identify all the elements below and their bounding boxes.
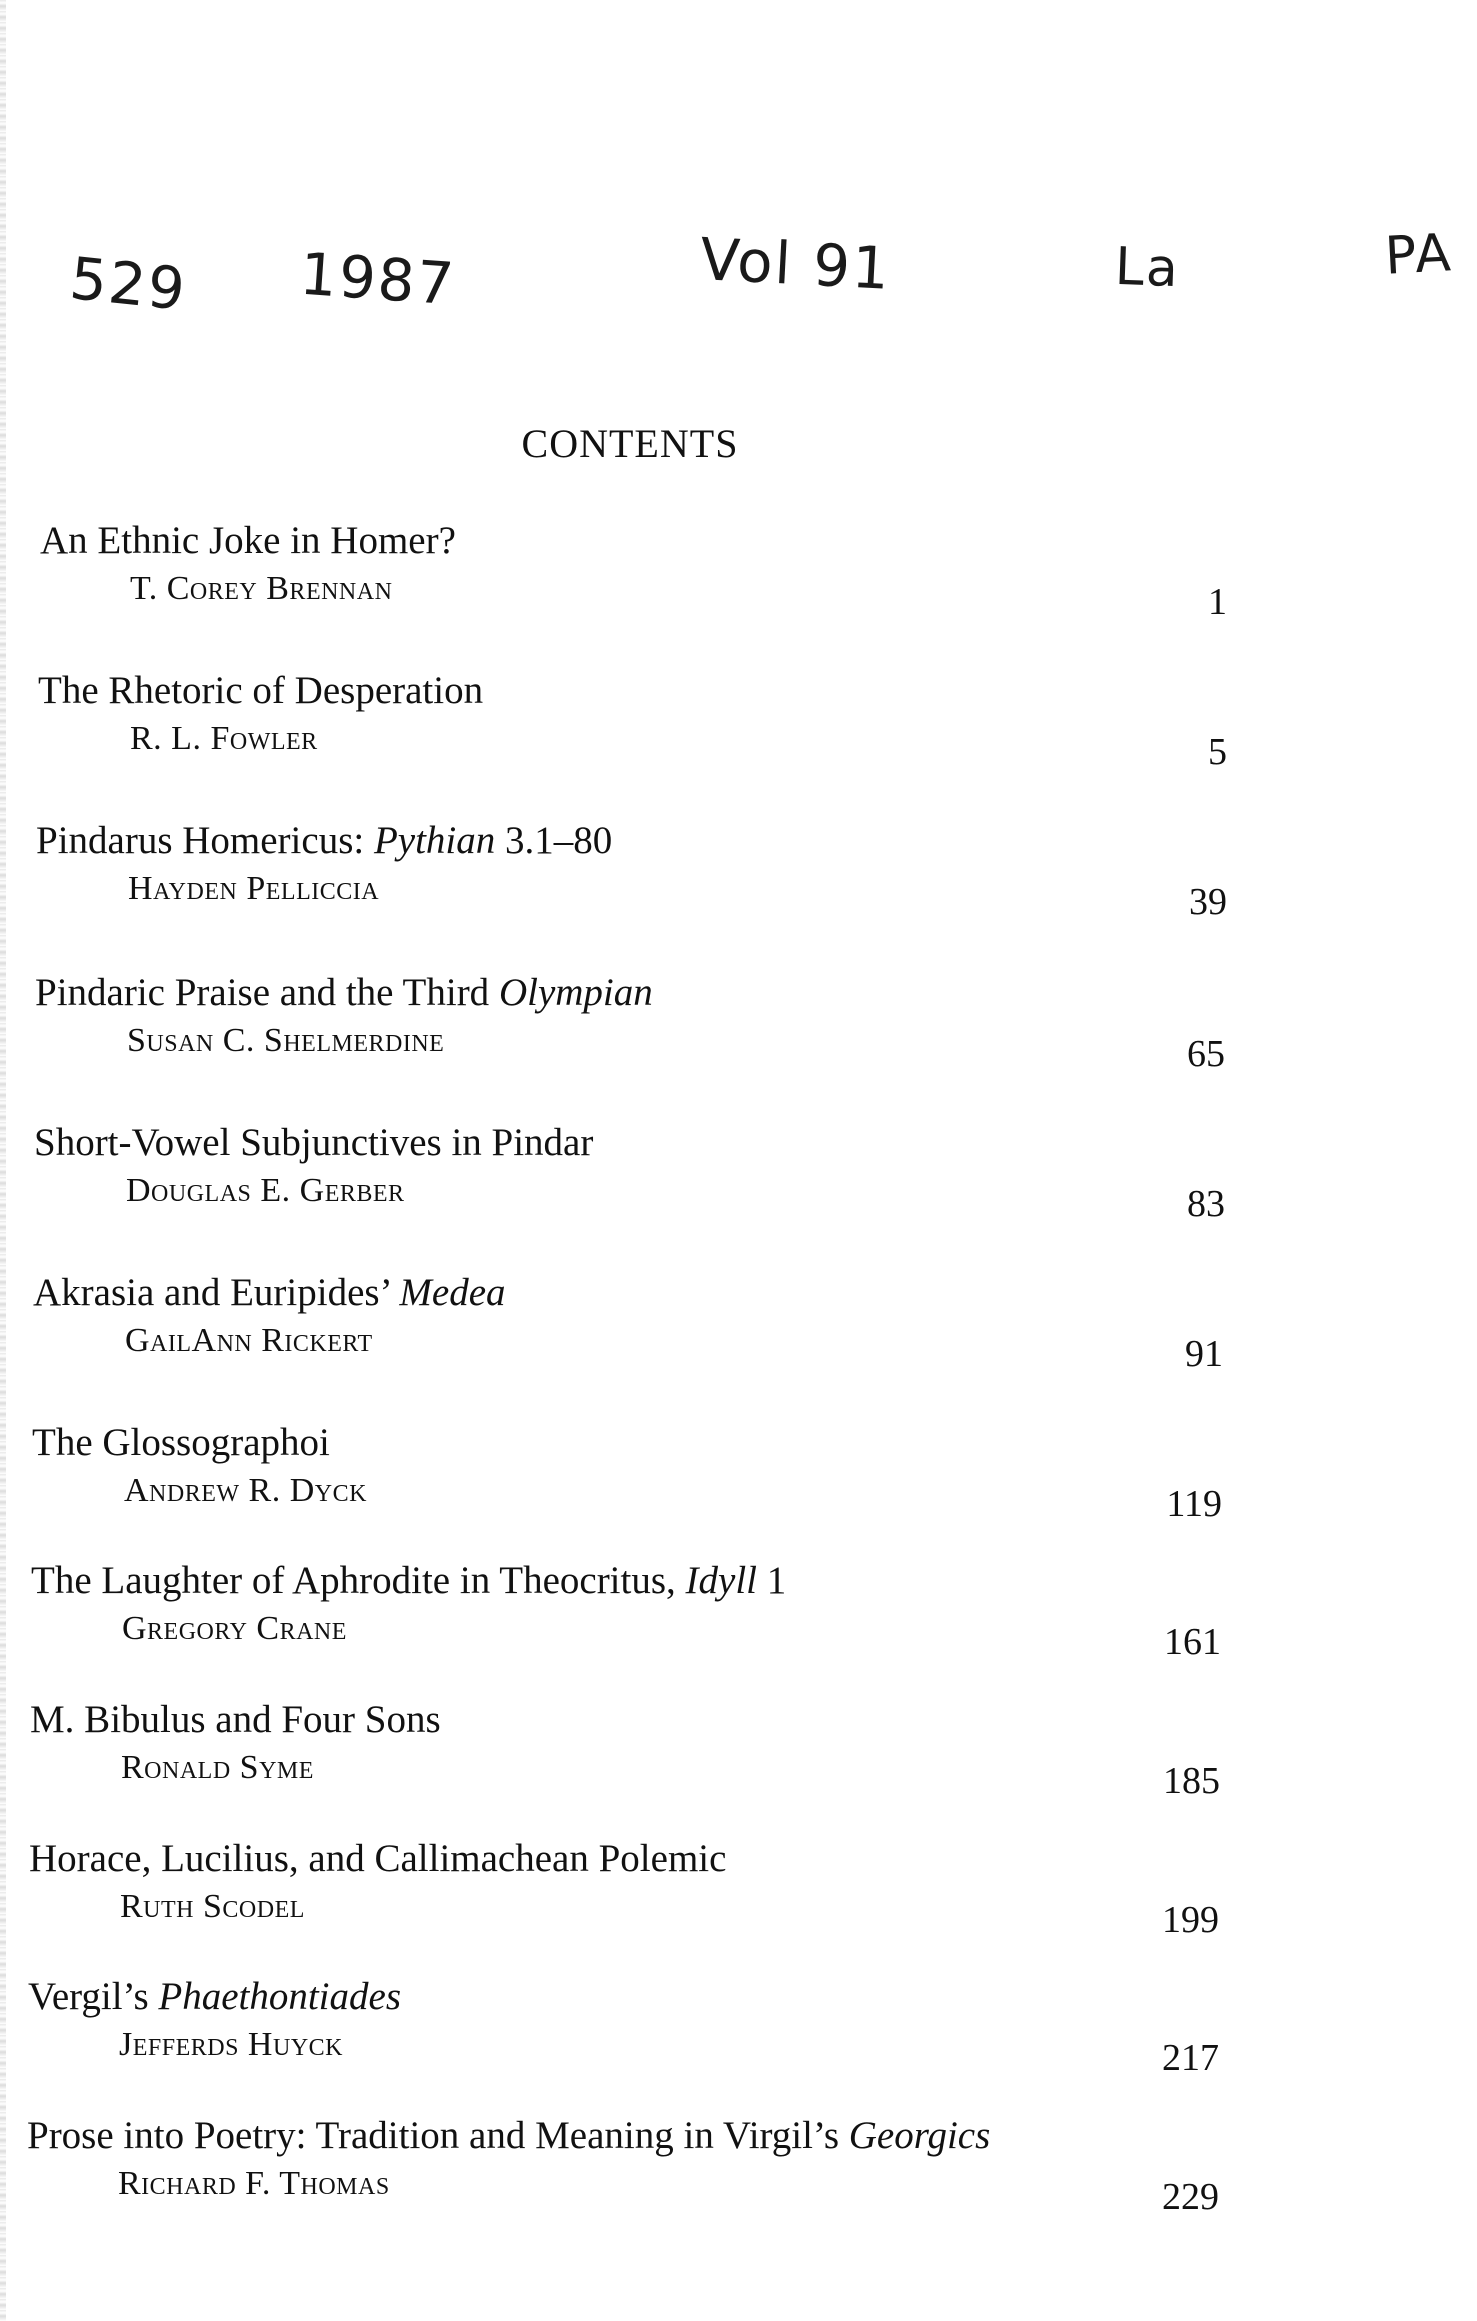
- entry-title-italic: Georgics: [848, 2114, 991, 2157]
- entry-author: R. L. Fowler: [130, 720, 318, 757]
- toc-entry: [0, 1420, 1477, 1530]
- entry-author: Ronald Syme: [121, 1749, 314, 1786]
- toc-entry: [0, 1558, 1477, 1668]
- toc-entry: [0, 668, 1477, 778]
- entry-title: An Ethnic Joke in Homer?: [40, 519, 456, 562]
- entry-page-number: 161: [1164, 1621, 1221, 1663]
- entry-title: Horace, Lucilius, and Callimachean Polemic: [29, 1837, 727, 1880]
- entry-author: T. Corey Brennan: [130, 570, 393, 607]
- entry-title: [33, 1270, 506, 1315]
- entry-title: The Glossographoi: [32, 1421, 330, 1464]
- entry-title-text: Prose into Poetry: Tradition and Meaning in Virgil’s: [27, 2114, 849, 2157]
- toc-entry: [0, 970, 1477, 1080]
- entry-author: Richard F. Thomas: [118, 2165, 390, 2202]
- handwritten-note: 1987: [297, 239, 458, 319]
- toc-entry: [0, 2113, 1477, 2223]
- entry-title-italic: Phaethontiades: [158, 1975, 402, 2018]
- entry-page-number: 83: [1187, 1183, 1225, 1225]
- entry-title-italic: Medea: [399, 1271, 506, 1314]
- entry-title-text: Akrasia and Euripides’: [33, 1271, 400, 1314]
- entry-author: Hayden Pelliccia: [128, 870, 380, 907]
- handwritten-note: 529: [66, 244, 190, 324]
- entry-title: M. Bibulus and Four Sons: [30, 1698, 441, 1741]
- entry-title: [36, 818, 612, 863]
- entry-title-text: Pindaric Praise and the Third: [35, 971, 499, 1014]
- entry-title: The Rhetoric of Desperation: [38, 669, 484, 712]
- entry-title-text: 3.1–80: [495, 819, 613, 862]
- entry-title-text: Pindarus Homericus:: [36, 819, 374, 862]
- entry-page-number: 217: [1162, 2037, 1219, 2079]
- entry-title: [31, 1558, 786, 1603]
- entry-title-text: The Laughter of Aphrodite in Theocritus,: [31, 1559, 686, 1602]
- entry-title: Short-Vowel Subjunctives in Pindar: [34, 1121, 594, 1164]
- toc-entry: [0, 1974, 1477, 2084]
- entry-author: Andrew R. Dyck: [124, 1472, 367, 1509]
- toc-entry: [0, 818, 1477, 928]
- entry-page-number: 65: [1187, 1033, 1225, 1075]
- entry-title-italic: Pythian: [373, 819, 496, 862]
- entry-author: Gregory Crane: [122, 1610, 347, 1647]
- entry-title: [35, 970, 653, 1015]
- toc-entry: [0, 518, 1477, 628]
- handwritten-note: PA: [1383, 223, 1455, 287]
- contents-heading: CONTENTS: [521, 421, 739, 466]
- entry-page-number: 91: [1185, 1333, 1223, 1375]
- entry-author: Susan C. Shelmerdine: [127, 1022, 445, 1059]
- entry-page-number: 229: [1162, 2176, 1219, 2218]
- entry-title-italic: Olympian: [498, 971, 653, 1014]
- entry-author: Jefferds Huyck: [119, 2026, 343, 2063]
- handwritten-note: Vol 91: [698, 225, 893, 303]
- toc-entry: [0, 1270, 1477, 1380]
- entry-page-number: 185: [1163, 1760, 1220, 1802]
- entry-page-number: 199: [1162, 1899, 1219, 1941]
- toc-entry: [0, 1697, 1477, 1807]
- entry-title-text: 1: [757, 1559, 787, 1602]
- entry-title: [28, 1974, 401, 2019]
- handwritten-note: La: [1113, 236, 1181, 300]
- toc-entry: [0, 1836, 1477, 1946]
- entry-page-number: 119: [1166, 1483, 1222, 1525]
- entry-page-number: 5: [1208, 731, 1227, 773]
- entry-page-number: 39: [1189, 881, 1227, 923]
- toc-entry: [0, 1120, 1477, 1230]
- entry-page-number: 1: [1208, 581, 1227, 623]
- entry-title: [27, 2113, 990, 2158]
- entry-author: GailAnn Rickert: [125, 1322, 373, 1359]
- entry-author: Ruth Scodel: [120, 1888, 305, 1925]
- entry-title-text: Vergil’s: [28, 1975, 159, 2018]
- entry-author: Douglas E. Gerber: [126, 1172, 405, 1209]
- entry-title-italic: Idyll: [685, 1559, 757, 1602]
